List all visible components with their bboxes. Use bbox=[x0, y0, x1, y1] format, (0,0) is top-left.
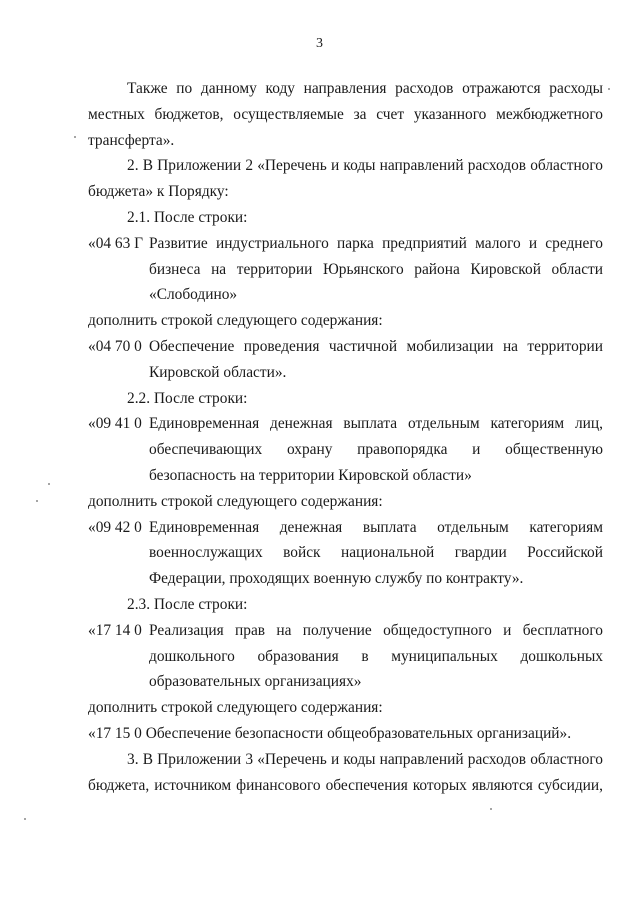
text-line: местных бюджетов, осуществляемые за счет указанного межбюджетного bbox=[88, 105, 603, 123]
section-heading-line: бюджета» к Порядку: bbox=[88, 183, 229, 201]
section-3 bbox=[88, 747, 603, 799]
text-line: Федерации, проходящих военную службу по контракту». bbox=[149, 570, 524, 588]
code-entry bbox=[88, 618, 603, 695]
subsection-2-2-heading: 2.2. После строки: bbox=[127, 389, 248, 407]
text-line: Единовременная денежная выплата отдельным категориям лиц, bbox=[149, 415, 603, 433]
text-line: образовательных организациях» bbox=[149, 673, 362, 691]
supplement-line: дополнить строкой следующего содержания: bbox=[88, 312, 383, 330]
code-entry bbox=[88, 334, 603, 386]
code-entry bbox=[88, 515, 603, 592]
scan-speck bbox=[48, 483, 50, 485]
text-line: Обеспечение проведения частичной мобилизации на территории bbox=[149, 337, 603, 355]
document-body bbox=[88, 76, 603, 798]
text-line: «Слободино» bbox=[149, 286, 238, 304]
section-heading-line: 3. В Приложении 3 «Перечень и коды направлений расходов областного bbox=[127, 750, 603, 768]
text-line: Единовременная денежная выплата отдельным категориям bbox=[149, 518, 603, 536]
entry-code: «04 70 0 bbox=[88, 337, 142, 355]
scan-speck bbox=[490, 808, 492, 810]
text-line: Кировской области». bbox=[149, 363, 287, 381]
text-line: бизнеса на территории Юрьянского района Кировской области bbox=[149, 260, 603, 278]
subsection-2-1-heading: 2.1. После строки: bbox=[127, 208, 248, 226]
scan-speck bbox=[74, 136, 76, 138]
entry-code: «17 14 0 bbox=[88, 621, 142, 639]
code-entry bbox=[88, 411, 603, 488]
entry-description bbox=[149, 231, 603, 308]
section-heading-line: бюджета, источником финансового обеспечения которых являются субсидии, bbox=[88, 776, 603, 794]
code-entry-single-line: «17 15 0 Обеспечение безопасности общеобразовательных организаций». bbox=[88, 724, 572, 742]
code-entry bbox=[88, 231, 603, 308]
text-line: Развитие индустриального парка предприятий малого и среднего bbox=[149, 234, 603, 252]
text-line: безопасность на территории Кировской области» bbox=[149, 466, 472, 484]
text-line: военнослужащих войск национальной гвардии Российской bbox=[149, 544, 603, 562]
entry-code: «09 41 0 bbox=[88, 415, 142, 433]
intro-paragraph bbox=[88, 76, 603, 153]
supplement-line: дополнить строкой следующего содержания: bbox=[88, 699, 383, 717]
scan-speck bbox=[608, 88, 610, 90]
text-line: дошкольного образования в муниципальных дошкольных bbox=[149, 647, 603, 665]
text-line: обеспечивающих охрану правопорядка и общественную bbox=[149, 441, 603, 459]
scan-speck bbox=[36, 500, 38, 502]
section-2 bbox=[88, 153, 603, 205]
entry-code: «09 42 0 bbox=[88, 518, 142, 536]
entry-description bbox=[149, 411, 603, 488]
scan-speck bbox=[24, 818, 26, 820]
entry-description bbox=[149, 618, 603, 695]
page-number: 3 bbox=[316, 36, 323, 51]
text-line: Реализация прав на получение общедоступного и бесплатного bbox=[149, 621, 603, 639]
entry-code: «04 63 Г bbox=[88, 234, 144, 252]
supplement-line: дополнить строкой следующего содержания: bbox=[88, 492, 383, 510]
entry-description bbox=[149, 334, 603, 386]
text-line: трансферта». bbox=[88, 131, 175, 149]
subsection-2-3-heading: 2.3. После строки: bbox=[127, 595, 248, 613]
section-heading-line: 2. В Приложении 2 «Перечень и коды направлений расходов областного bbox=[127, 157, 603, 175]
text-line: Также по данному коду направления расходов отражаются расходы bbox=[127, 80, 603, 97]
entry-description bbox=[149, 515, 603, 592]
